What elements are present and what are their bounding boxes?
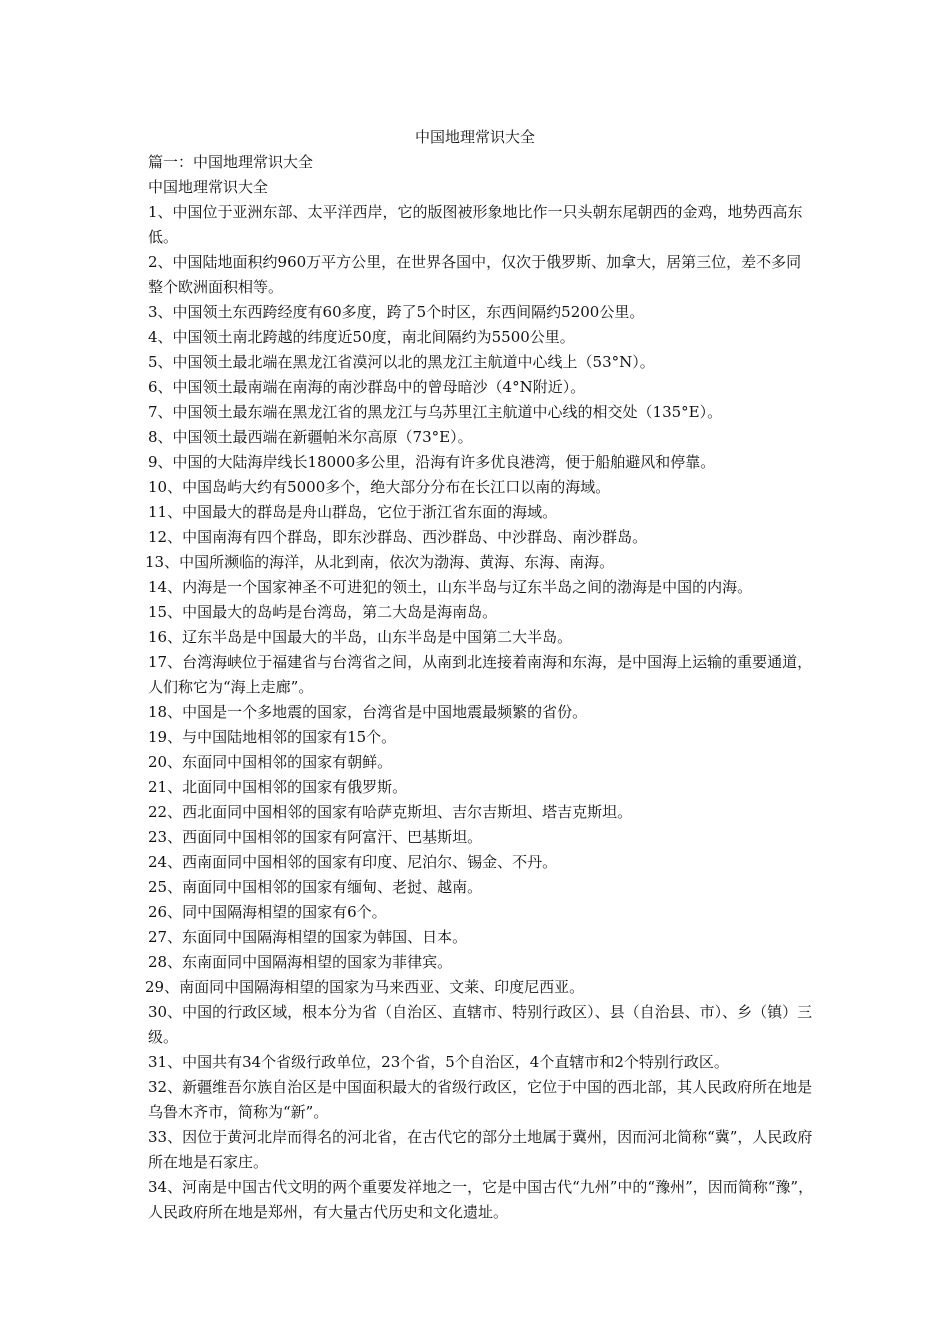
paragraph: 17、台湾海峡位于福建省与台湾省之间，从南到北连接着南海和东海，是中国海上运输的重要通道，人们称它为“海上走廊”。: [148, 653, 813, 696]
paragraph: 31、中国共有34个省级行政单位，23个省，5个自治区，4个直辖市和2个特别行政区。: [148, 1053, 729, 1071]
paragraph: 2、中国陆地面积约960万平方公里，在世界各国中，仅次于俄罗斯、加拿大，居第三位，差不多同整个欧洲面积相等。: [148, 253, 802, 296]
paragraph: 28、东南面同中国隔海相望的国家为菲律宾。: [148, 953, 453, 971]
paragraph: 13、中国所濒临的海洋，从北到南，依次为渤海、黄海、东海、南海。: [145, 553, 615, 571]
paragraph: 32、新疆维吾尔族自治区是中国面积最大的省级行政区，它位于中国的西北部，其人民政府所在地是乌鲁木齐市，简称为“新”。: [148, 1078, 813, 1121]
paragraph: 21、北面同中国相邻的国家有俄罗斯。: [148, 778, 408, 796]
paragraph: 20、东面同中国相邻的国家有朝鲜。: [148, 753, 393, 771]
paragraph: 19、与中国陆地相邻的国家有15个。: [148, 728, 397, 746]
paragraph: 4、中国领土南北跨越的纬度近50度，南北间隔约为5500公里。: [148, 328, 575, 346]
paragraph: 8、中国领土最西端在新疆帕米尔高原（73°E）。: [148, 428, 473, 446]
document-body: [145, 150, 815, 1225]
paragraph: 25、南面同中国相邻的国家有缅甸、老挝、越南。: [148, 878, 483, 896]
paragraph: 12、中国南海有四个群岛，即东沙群岛、西沙群岛、中沙群岛、南沙群岛。: [148, 528, 648, 546]
paragraph: 14、内海是一个国家神圣不可进犯的领土，山东半岛与辽东半岛之间的渤海是中国的内海。: [148, 578, 753, 596]
paragraph: 16、辽东半岛是中国最大的半岛，山东半岛是中国第二大半岛。: [148, 628, 573, 646]
paragraph: 29、南面同中国隔海相望的国家为马来西亚、文莱、印度尼西亚。: [145, 978, 585, 996]
document-title: 中国地理常识大全: [414, 128, 535, 146]
paragraph: 11、中国最大的群岛是舟山群岛，它位于浙江省东面的海域。: [148, 503, 558, 521]
paragraph: 1、中国位于亚洲东部、太平洋西岸，它的版图被形象地比作一只头朝东尾朝西的金鸡，地势西高东低。: [148, 203, 803, 246]
section-heading: 篇一：中国地理常识大全: [148, 153, 314, 171]
paragraph: 34、河南是中国古代文明的两个重要发祥地之一，它是中国古代“九州”中的“豫州”，因而简称“豫”，人民政府所在地是郑州，有大量古代历史和文化遗址。: [148, 1178, 814, 1221]
paragraph: 18、中国是一个多地震的国家，台湾省是中国地震最频繁的省份。: [148, 703, 588, 721]
paragraph: 26、同中国隔海相望的国家有6个。: [148, 903, 387, 921]
paragraph: 10、中国岛屿大约有5000多个，绝大部分分布在长江口以南的海域。: [148, 478, 611, 496]
subheading: 中国地理常识大全: [148, 178, 269, 196]
paragraph: 7、中国领土最东端在黑龙江省的黑龙江与乌苏里江主航道中心线的相交处（135°E）。: [148, 403, 723, 421]
paragraph: 9、中国的大陆海岸线长18000多公里，沿海有许多优良港湾，便于船舶避风和停靠。: [148, 453, 716, 471]
paragraph: 23、西面同中国相邻的国家有阿富汗、巴基斯坦。: [148, 828, 483, 846]
paragraph: 30、中国的行政区域，根本分为省（自治区、直辖市、特别行政区）、县（自治县、市）、乡（镇）三级。: [148, 1003, 813, 1046]
paragraph: 22、西北面同中国相邻的国家有哈萨克斯坦、吉尔吉斯坦、塔吉克斯坦。: [148, 803, 633, 821]
paragraph: 6、中国领土最南端在南海的南沙群岛中的曾母暗沙（4°N附近）。: [148, 378, 586, 396]
paragraph: 24、西南面同中国相邻的国家有印度、尼泊尔、锡金、不丹。: [148, 853, 558, 871]
paragraph: 3、中国领土东西跨经度有60多度，跨了5个时区，东西间隔约5200公里。: [148, 303, 645, 321]
paragraph: 15、中国最大的岛屿是台湾岛，第二大岛是海南岛。: [148, 603, 498, 621]
paragraph: 33、因位于黄河北岸而得名的河北省，在古代它的部分土地属于冀州，因而河北简称“冀”，人民政府所在地是石家庄。: [148, 1128, 813, 1171]
paragraph: 27、东面同中国隔海相望的国家为韩国、日本。: [148, 928, 468, 946]
paragraph: 5、中国领土最北端在黑龙江省漠河以北的黑龙江主航道中心线上（53°N）。: [148, 353, 655, 371]
